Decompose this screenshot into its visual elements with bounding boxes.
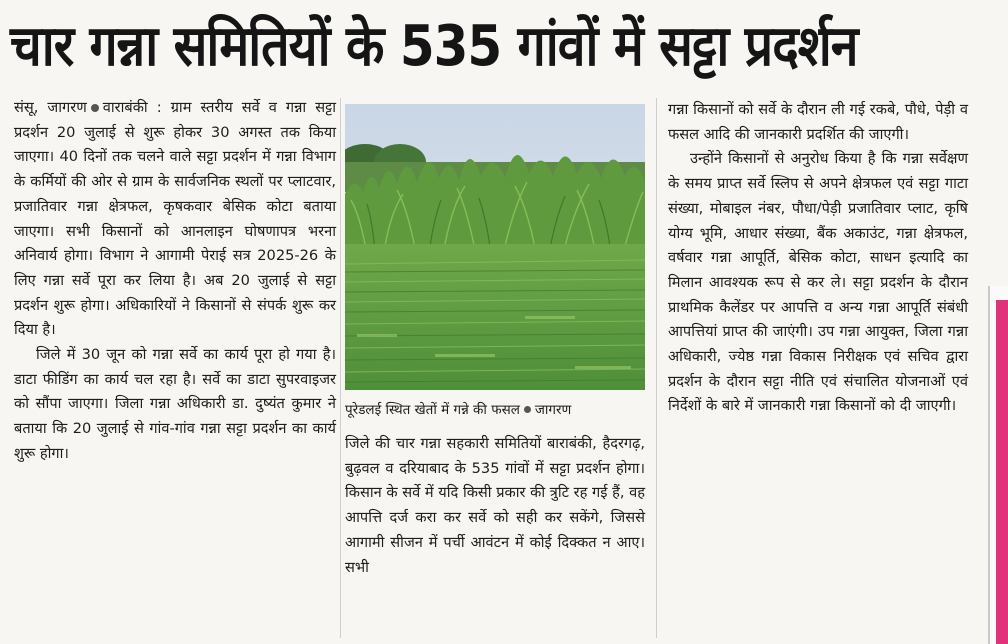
column-divider: [340, 98, 341, 638]
caption-text: पूरेडलई स्थित खेतों में गन्ने की फसल: [345, 402, 520, 418]
sugarcane-field-photo: [345, 104, 645, 390]
caption-credit: जागरण: [534, 402, 572, 418]
headline: चार गन्ना समितियों के 535 गांवों में सट्टा प्रदर्शन: [10, 13, 858, 79]
column-3: [668, 98, 968, 419]
column-divider: [656, 98, 657, 638]
column-2: [345, 432, 645, 580]
col1-paragraph-1: [14, 96, 336, 343]
byline-place: वाराबंकी :: [102, 99, 162, 116]
col1-lead-text: ग्राम स्तरीय सर्वे व गन्ना सट्टा प्रदर्शन 20 जुलाई से शुरू होकर 30 अगस्त तक किया जाएगा। 40 दिनों तक चलने वाले सट्टा प्रदर्शन में गन्ना विभाग के कर्मियों की ओर से ग्राम के सार्वजनिक स्थलों पर प्लाटवार, प्रजातिवार गन्ना क्षेत्रफल, कृषकवार बेसिक कोटा बताया जाएगा। सभी किसानों को आनलाइन घोषणापत्र भरना अनिवार्य होगा। विभाग ने आगामी पेराई सत्र 2025-26 के लिए गन्ना सर्वे पूरा कर लिया है। अब 20 जुलाई से सट्टा प्रदर्शन शुरू होगा। अधिकारियों ने किसानों से संपर्क शुरू कर दिया है।: [14, 99, 336, 339]
bullet-dot-icon: [91, 104, 99, 112]
col3-paragraph-2: उन्होंने किसानों से अनुरोध किया है कि गन्ना सर्वेक्षण के समय प्राप्त सर्वे स्लिप से अपने क्षेत्रफल एवं सट्टा गाटा संख्या, मोबाइल नंबर, पौधा/पेड़ी प्रजातिवार प्लाट, कृषि योग्य भूमि, आधार संख्या, बैंक अकाउंट, गन्ना क्षेत्रफल, वर्षवार गन्ना आपूर्ति, बेसिक कोटा, साधन इत्यादि का मिलान आवश्यक रूप से कर ले। सट्टा प्रदर्शन के दौरान प्राथमिक कैलेंडर पर आपत्ति व अन्य गन्ना आपूर्ति संबंधी आपत्तियां प्राप्त की जाएंगी। उप गन्ना आयुक्त, जिला गन्ना अधिकारी, ज्येष्ठ गन्ना विकास निरीक्षक एवं सचिव द्वारा प्रदर्शन के दौरान सट्टा नीति एवं संचालित योजनाओं एवं निर्देशों के बारे में जानकारी गन्ना किसानों को दी जाएगी।: [668, 150, 968, 415]
col2-paragraph-1: जिले की चार गन्ना सहकारी समितियों बाराबंकी, हैदरगढ़, बुढ़वल व दरियाबाद के 535 गांवों में सट्टा प्रदर्शन होगा। किसान के सर्वे में यदि किसी प्रकार की त्रुटि रह गई हैं, वह आपत्ति दर्ज करा कर सर्वे को सही कर सकेंगे, जिससे आगामी सीजन में पर्ची आवंटन में कोई दिक्कत न आए। सभी: [345, 435, 645, 576]
bullet-dot-icon: [524, 406, 531, 413]
photo-caption: [345, 398, 645, 422]
column-1: [14, 96, 336, 467]
adjacent-ad-strip: [996, 300, 1008, 644]
col3-paragraph-1: गन्ना किसानों को सर्वे के दौरान ली गई रकबे, पौधे, पेड़ी व फसल आदि की जानकारी प्रदर्शित की जाएगी।: [668, 101, 968, 143]
byline-source: संसू, जागरण: [14, 99, 87, 116]
col1-paragraph-2: जिले में 30 जून को गन्ना सर्वे का कार्य पूरा हो गया है। डाटा फीडिंग का कार्य चल रहा है। सर्वे का डाटा सुपरवाइजर को सौंपा जाएगा। जिला गन्ना अधिकारी डा. दुष्यंत कुमार ने बताया कि 20 जुलाई से गांव-गांव गन्ना सट्टा प्रदर्शन का कार्य शुरू होगा।: [14, 346, 336, 462]
